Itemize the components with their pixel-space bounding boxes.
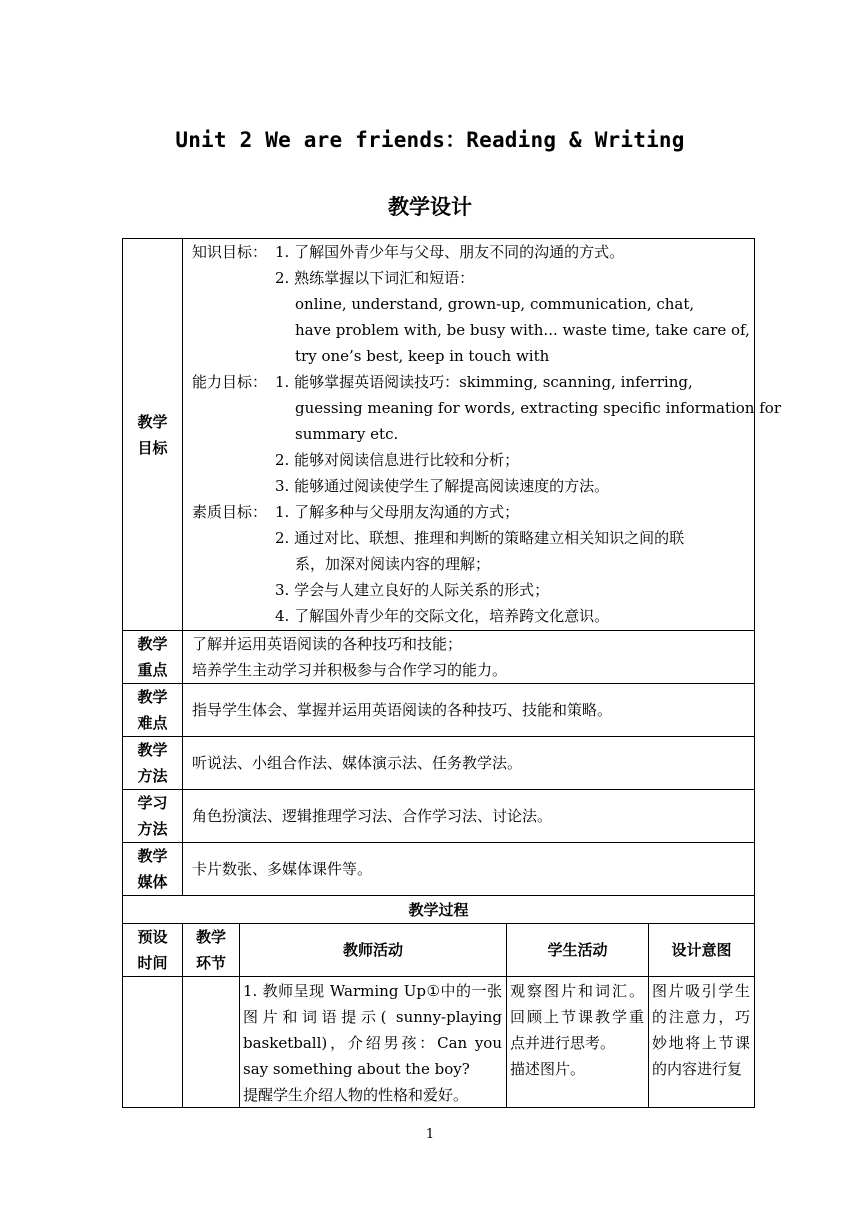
page-number: 1: [425, 1127, 435, 1142]
process-columns-row: [123, 924, 755, 977]
objectives-label: 教学 目标: [123, 239, 183, 631]
media-label: 教学 媒体: [123, 843, 183, 896]
col-student: 学生活动: [507, 924, 649, 977]
col-stage: 教学 环节: [183, 924, 240, 977]
quality-line-1: 素质目标： 1. 了解多种与父母朋友沟通的方式；: [192, 503, 520, 521]
objectives-row: [123, 239, 755, 631]
knowledge-line-5: try one’s best, keep in touch with: [295, 347, 550, 365]
col-time: 预设 时间: [123, 924, 183, 977]
teaching-methods-row: [123, 737, 755, 790]
key-points-content: 了解并运用英语阅读的各种技巧和技能； 培养学生主动学习并积极参与合作学习的能力。: [183, 631, 755, 684]
teaching-methods-label: 教学 方法: [123, 737, 183, 790]
quality-line-3: 系，加深对阅读内容的理解；: [295, 555, 491, 573]
ability-line-2: guessing meaning for words, extracting specific information for: [295, 399, 781, 417]
learning-methods-label: 学习 方法: [123, 790, 183, 843]
process-heading-row: [123, 896, 755, 924]
document-subtitle: 教学设计: [388, 195, 472, 219]
objectives-content: [183, 239, 781, 631]
teaching-methods-content: 听说法、小组合作法、媒体演示法、任务教学法。: [183, 737, 755, 790]
lesson-plan-table: [122, 238, 781, 1108]
difficulties-content: 指导学生体会、掌握并运用英语阅读的各种技巧、技能和策略。: [183, 684, 755, 737]
col-teacher: 教师活动: [240, 924, 507, 977]
knowledge-line-4: have problem with, be busy with... waste time, take care of,: [295, 321, 750, 339]
learning-methods-content: 角色扮演法、逻辑推理学习法、合作学习法、讨论法。: [183, 790, 755, 843]
process-time-cell: [123, 977, 183, 1108]
process-row: [123, 977, 755, 1108]
ability-line-5: 3. 能够通过阅读使学生了解提高阅读速度的方法。: [275, 477, 610, 495]
media-content: 卡片数张、多媒体课件等。: [183, 843, 755, 896]
process-teacher-cell: 1. 教师呈现 Warming Up①中的一张图片和词语提示( sunny-playing basketball)，介绍男孩：Can you say something about the boy? 提醒学生介绍人物的性格和爱好。: [240, 977, 507, 1108]
ability-line-1: 能力目标： 1. 能够掌握英语阅读技巧：skimming, scanning, inferring,: [192, 373, 693, 391]
knowledge-line-1: 知识目标： 1. 了解国外青少年与父母、朋友不同的沟通的方式。: [192, 243, 625, 261]
media-row: [123, 843, 755, 896]
process-intent-cell: 图片吸引学生的注意力，巧妙地将上节课的内容进行复: [649, 977, 755, 1108]
difficulties-label: 教学 难点: [123, 684, 183, 737]
col-intent: 设计意图: [649, 924, 755, 977]
quality-line-4: 3. 学会与人建立良好的人际关系的形式；: [275, 581, 550, 599]
quality-line-5: 4. 了解国外青少年的交际文化，培养跨文化意识。: [275, 607, 610, 625]
key-points-label: 教学 重点: [123, 631, 183, 684]
quality-line-2: 2. 通过对比、联想、推理和判断的策略建立相关知识之间的联: [275, 529, 685, 547]
process-student-cell: 观察图片和词汇。回顾上节课教学重点并进行思考。 描述图片。: [507, 977, 649, 1108]
knowledge-line-3: online, understand, grown-up, communication, chat,: [295, 295, 695, 313]
process-stage-cell: [183, 977, 240, 1108]
ability-line-4: 2. 能够对阅读信息进行比较和分析；: [275, 451, 520, 469]
knowledge-line-2: 2. 熟练掌握以下词汇和短语：: [275, 269, 475, 287]
ability-line-3: summary etc.: [295, 425, 399, 443]
process-heading: 教学过程: [123, 896, 755, 924]
key-points-row: [123, 631, 755, 684]
document-title: Unit 2 We are friends：Reading & Writing: [175, 128, 685, 152]
learning-methods-row: [123, 790, 755, 843]
difficulties-row: [123, 684, 755, 737]
